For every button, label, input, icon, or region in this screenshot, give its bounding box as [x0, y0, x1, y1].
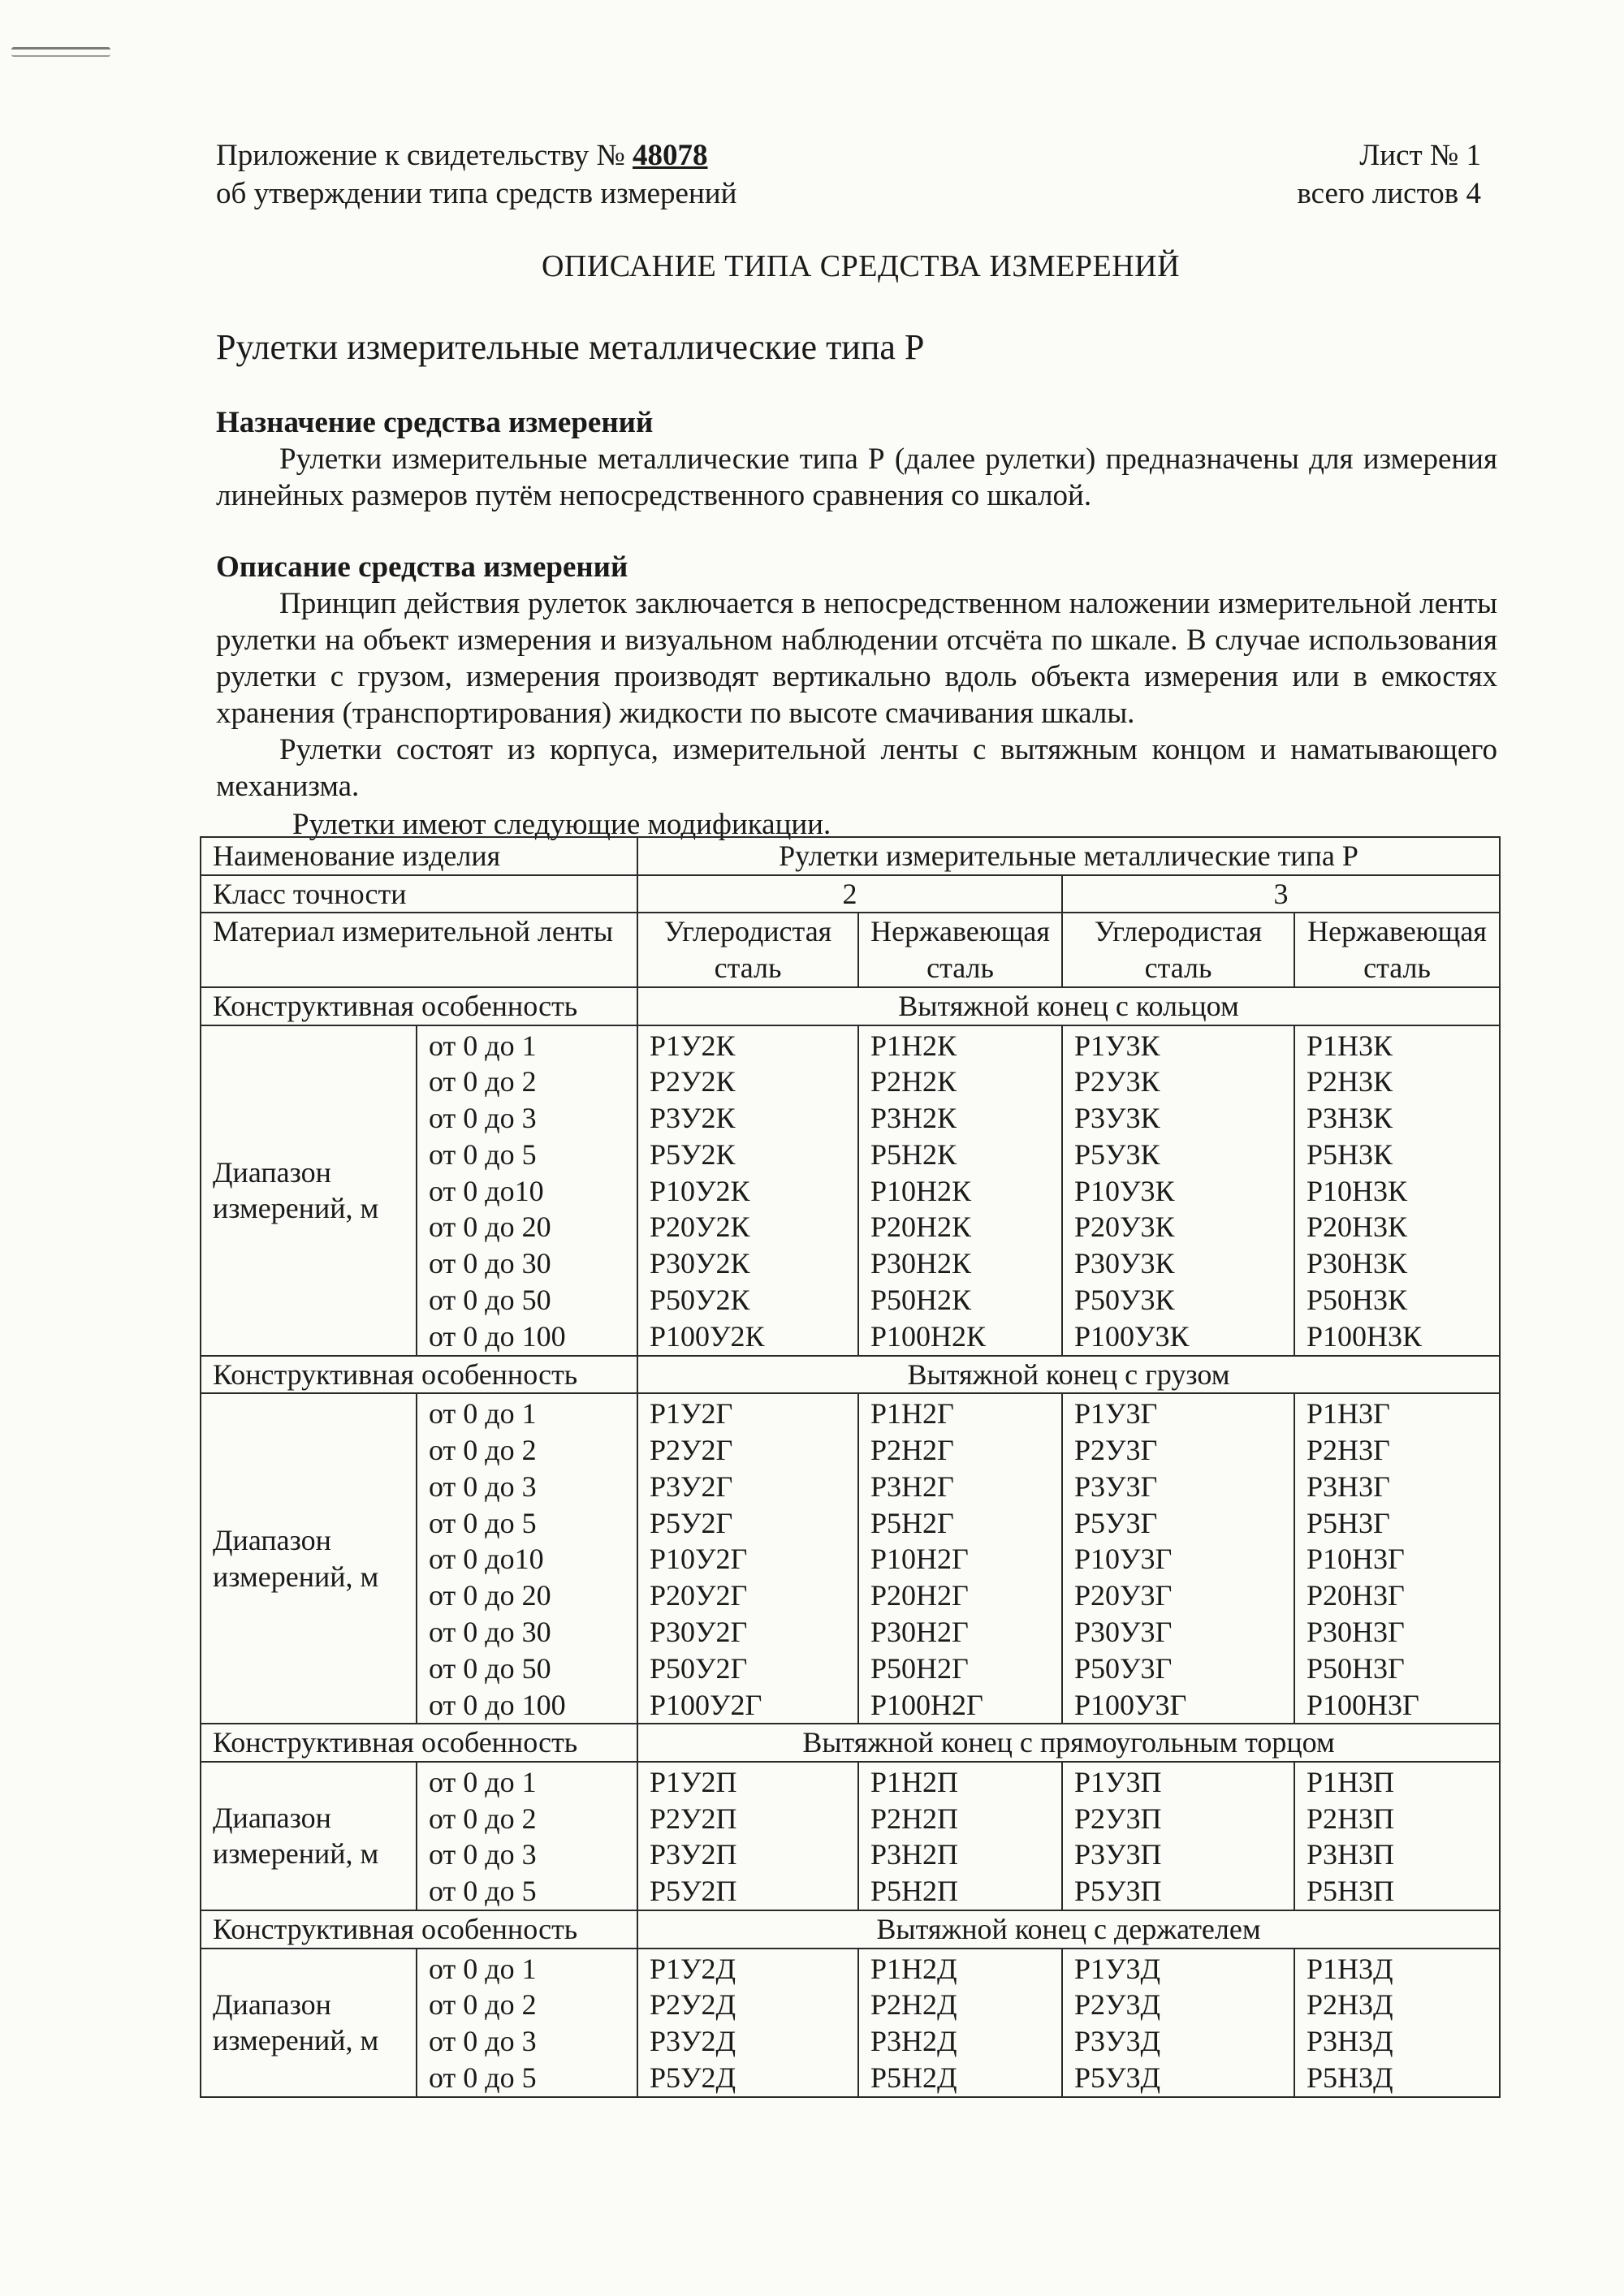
product-label: Наименование изделия: [201, 837, 637, 875]
table-row: [201, 1025, 1500, 1356]
staple-mark: [11, 47, 110, 57]
range-label: Диапазон измерений, м: [201, 1949, 417, 2097]
purpose-section: [216, 404, 1497, 514]
table-row: [201, 1762, 1500, 1910]
material-label: Материал измерительной ленты: [201, 913, 637, 987]
models-carbon-class3: Р1У3Д Р2У3Д Р3У3Д Р5У3Д: [1062, 1949, 1294, 2097]
range-label: Диапазон измерений, м: [201, 1025, 417, 1356]
material-stainless-class3: Нержавеющая сталь: [1294, 913, 1500, 987]
accuracy-class-2: 2: [637, 875, 1062, 913]
table-row: [201, 913, 1500, 987]
models-stainless-class2: Р1Н2К Р2Н2К Р3Н2К Р5Н2К Р10Н2К Р20Н2К Р30Н2К Р50Н2К Р100Н2К: [858, 1025, 1062, 1356]
table-row: [201, 1949, 1500, 2097]
design-value: Вытяжной конец с держателем: [637, 1910, 1500, 1949]
certificate-subline: об утверждении типа средств измерений: [216, 177, 737, 210]
models-stainless-class2: Р1Н2Д Р2Н2Д Р3Н2Д Р5Н2Д: [858, 1949, 1062, 2097]
table-row: [201, 875, 1500, 913]
sheet-number: Лист № 1: [1359, 139, 1481, 172]
table-row: [201, 1393, 1500, 1724]
table-row: [201, 987, 1500, 1025]
design-value: Вытяжной конец с кольцом: [637, 987, 1500, 1025]
material-stainless-class2: Нержавеющая сталь: [858, 913, 1062, 987]
design-label: Конструктивная особенность: [201, 1724, 637, 1762]
certificate-number: 48078: [633, 139, 708, 172]
accuracy-class-3: 3: [1062, 875, 1500, 913]
modifications-table: [200, 836, 1501, 2098]
design-value: Вытяжной конец с грузом: [637, 1356, 1500, 1394]
models-carbon-class2: Р1У2К Р2У2К Р3У2К Р5У2К Р10У2К Р20У2К Р30У2К Р50У2К Р100У2К: [637, 1025, 858, 1356]
design-value: Вытяжной конец с прямоугольным торцом: [637, 1724, 1500, 1762]
modifications-intro: Рулетки имеют следующие модификации.: [292, 808, 831, 841]
models-stainless-class3: Р1Н3Г Р2Н3Г Р3Н3Г Р5Н3Г Р10Н3Г Р20Н3Г Р30Н3Г Р50Н3Г Р100Н3Г: [1294, 1393, 1500, 1724]
models-stainless-class3: Р1Н3П Р2Н3П Р3Н3П Р5Н3П: [1294, 1762, 1500, 1910]
models-stainless-class2: Р1Н2Г Р2Н2Г Р3Н2Г Р5Н2Г Р10Н2Г Р20Н2Г Р30Н2Г Р50Н2Г Р100Н2Г: [858, 1393, 1062, 1724]
models-stainless-class3: Р1Н3К Р2Н3К Р3Н3К Р5Н3К Р10Н3К Р20Н3К Р30Н3К Р50Н3К Р100Н3К: [1294, 1025, 1500, 1356]
description-heading: Описание средства измерений: [216, 550, 628, 584]
range-label: Диапазон измерений, м: [201, 1762, 417, 1910]
models-carbon-class2: Р1У2Г Р2У2Г Р3У2Г Р5У2Г Р10У2Г Р20У2Г Р30У2Г Р50У2Г Р100У2Г: [637, 1393, 858, 1724]
table-row: [201, 837, 1500, 875]
table-row: [201, 1356, 1500, 1394]
certificate-reference: [216, 136, 736, 213]
design-label: Конструктивная особенность: [201, 987, 637, 1025]
material-carbon-class3: Углеродистая сталь: [1062, 913, 1294, 987]
purpose-heading: Назначение средства измерений: [216, 406, 654, 439]
models-stainless-class3: Р1Н3Д Р2Н3Д Р3Н3Д Р5Н3Д: [1294, 1949, 1500, 2097]
models-stainless-class2: Р1Н2П Р2Н2П Р3Н2П Р5Н2П: [858, 1762, 1062, 1910]
product-value: Рулетки измерительные металлические типа Р: [637, 837, 1500, 875]
models-carbon-class3: Р1У3Г Р2У3Г Р3У3Г Р5У3Г Р10У3Г Р20У3Г Р30У3Г Р50У3Г Р100У3Г: [1062, 1393, 1294, 1724]
range-values: от 0 до 1 от 0 до 2 от 0 до 3 от 0 до 5: [417, 1762, 637, 1910]
material-carbon-class2: Углеродистая сталь: [637, 913, 858, 987]
range-values: от 0 до 1 от 0 до 2 от 0 до 3 от 0 до 5 от 0 до10 от 0 до 20 от 0 до 30 от 0 до 50 от 0 до 100: [417, 1025, 637, 1356]
subject-title: Рулетки измерительные металлические типа Р: [216, 327, 925, 367]
models-carbon-class2: Р1У2П Р2У2П Р3У2П Р5У2П: [637, 1762, 858, 1910]
total-sheets: всего листов 4: [1297, 177, 1481, 210]
models-carbon-class2: Р1У2Д Р2У2Д Р3У2Д Р5У2Д: [637, 1949, 858, 2097]
range-label: Диапазон измерений, м: [201, 1393, 417, 1724]
table-row: [201, 1724, 1500, 1762]
purpose-text: Рулетки измерительные металлические типа Р (далее рулетки) предназначены для измерения линейных размеров путём непосредственного сравнения со шкалой.: [216, 442, 1497, 512]
description-section: [216, 549, 1497, 805]
range-values: от 0 до 1 от 0 до 2 от 0 до 3 от 0 до 5 от 0 до10 от 0 до 20 от 0 до 30 от 0 до 50 от 0 до 100: [417, 1393, 637, 1724]
sheet-info: [1297, 136, 1481, 213]
models-carbon-class3: Р1У3П Р2У3П Р3У3П Р5У3П: [1062, 1762, 1294, 1910]
models-carbon-class3: Р1У3К Р2У3К Р3У3К Р5У3К Р10У3К Р20У3К Р30У3К Р50У3К Р100У3К: [1062, 1025, 1294, 1356]
accuracy-class-label: Класс точности: [201, 875, 637, 913]
table-row: [201, 1910, 1500, 1949]
description-paragraph-1: Принцип действия рулеток заключается в непосредственном наложении измерительной ленты рулетки на объект измерения и визуальном наблюдении отсчёта по шкале. В случае использования рулетки с грузом, измерения производят вертикально вдоль объекта измерения или в емкостях хранения (транспортирования) жидкости по высоте смачивания шкалы.: [216, 587, 1497, 730]
document-title: ОПИСАНИЕ ТИПА СРЕДСТВА ИЗМЕРЕНИЙ: [541, 249, 1181, 283]
description-paragraph-2: Рулетки состоят из корпуса, измерительной ленты с вытяжным концом и наматывающего механизма.: [216, 733, 1497, 803]
certificate-prefix: Приложение к свидетельству №: [216, 139, 633, 172]
design-label: Конструктивная особенность: [201, 1356, 637, 1394]
range-values: от 0 до 1 от 0 до 2 от 0 до 3 от 0 до 5: [417, 1949, 637, 2097]
design-label: Конструктивная особенность: [201, 1910, 637, 1949]
